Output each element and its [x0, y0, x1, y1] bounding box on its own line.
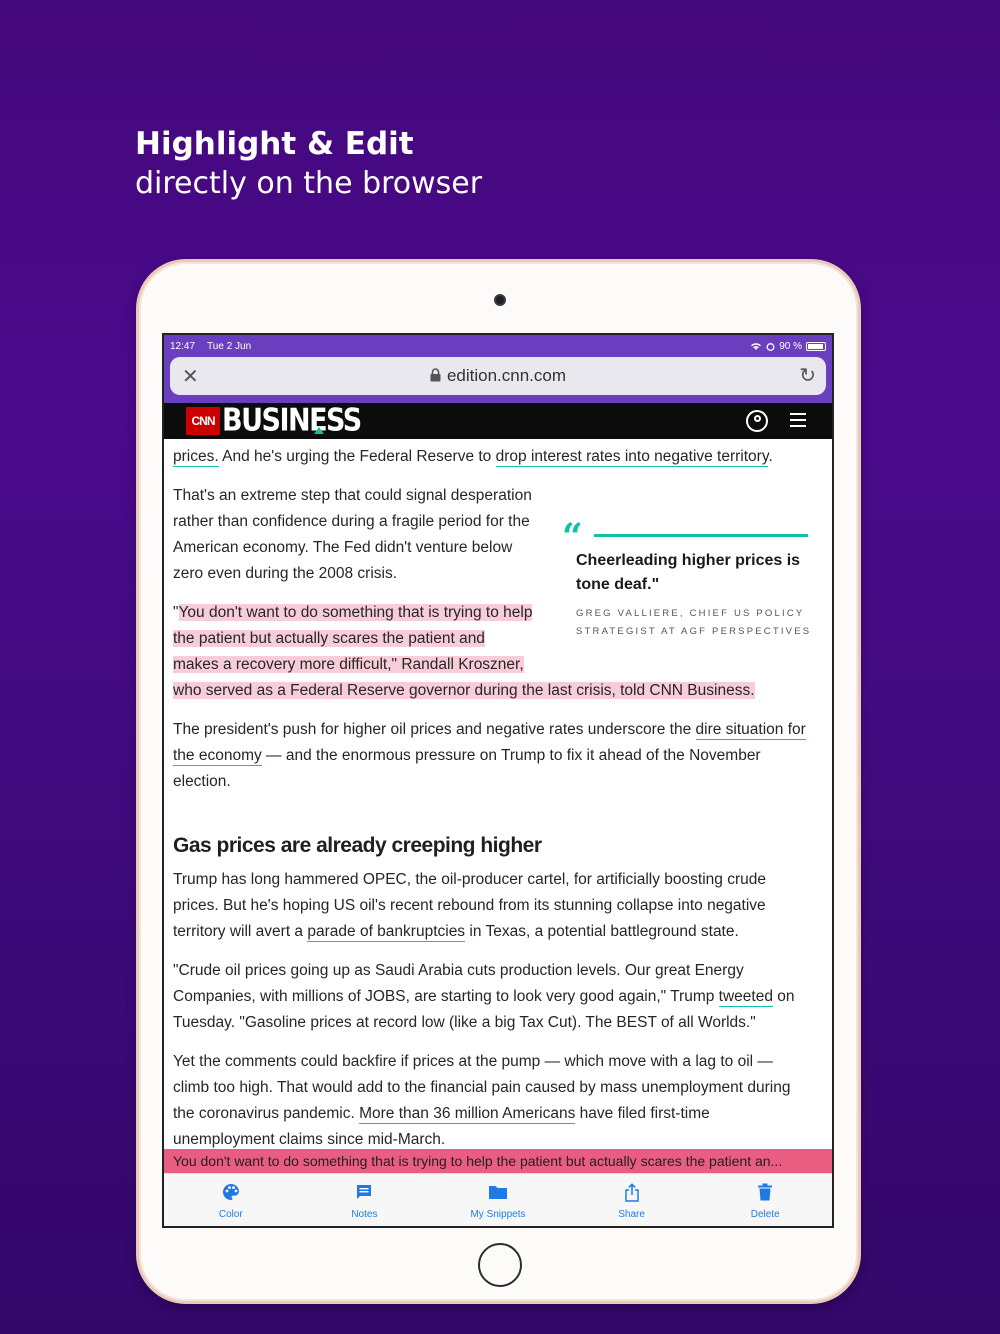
- user-icon[interactable]: [746, 410, 768, 432]
- article-link[interactable]: tweeted: [718, 988, 773, 1005]
- quote-mark-icon: “: [562, 516, 583, 558]
- paragraph-6: "Crude oil prices going up as Saudi Arabia cuts production levels. Our great Energy Companies, with millions of JOBS, are starting to look very good again," Trump tweeted on Tuesday. "Gasoline prices at record low (like a big Tax Cut). The BEST of all Worlds.": [173, 962, 795, 1031]
- article-link[interactable]: dire situation for: [695, 721, 806, 738]
- browser-chrome: [164, 357, 832, 403]
- alarm-icon: [766, 342, 775, 351]
- status-date: Tue 2 Jun: [207, 340, 252, 352]
- cnn-logo[interactable]: CNN: [186, 407, 220, 435]
- status-bar: [164, 335, 832, 357]
- article-link[interactable]: prices.: [173, 448, 219, 465]
- wifi-icon: [750, 342, 762, 351]
- bottom-toolbar: [164, 1173, 832, 1228]
- article-link[interactable]: More than 36 million Americans: [359, 1105, 576, 1122]
- share-label: Share: [618, 1209, 645, 1220]
- notes-icon: [354, 1182, 374, 1202]
- url-text: edition.cnn.com: [446, 366, 567, 385]
- paragraph-4: The president's push for higher oil prices and negative rates underscore the dire situation for the economy — and the enormous pressure on Trump to fix it ahead of the November election.: [173, 721, 806, 790]
- notes-button[interactable]: [298, 1174, 432, 1228]
- my-snippets-button[interactable]: [431, 1174, 565, 1228]
- notes-label: Notes: [351, 1209, 378, 1220]
- promo-title: Highlight & Edit: [135, 126, 414, 162]
- color-label: Color: [218, 1209, 243, 1220]
- article-body: [164, 439, 832, 1149]
- delete-button[interactable]: [698, 1174, 832, 1228]
- color-button[interactable]: [164, 1174, 298, 1228]
- paragraph-7: Yet the comments could backfire if prices at the pump — which move with a lag to oil — climb too high. That would add to the financial pain caused by mass unemployment during the coronavirus pandemic. More than 36 million Americans have filed first-time unemployment claims since mid-March.: [173, 1053, 791, 1148]
- quote-text: Cheerleading higher prices is tone deaf.": [576, 552, 801, 593]
- paragraph-5: Trump has long hammered OPEC, the oil-producer cartel, for artificially boosting crude prices. But he's hoping US oil's recent rebound from its stunning collapse into negative territory will avert a parade of bankruptcies in Texas, a potential battleground state.: [173, 871, 766, 940]
- palette-icon: [221, 1182, 241, 1202]
- paragraph-1: prices. And he's urging the Federal Reserve to drop interest rates into negative territory.: [173, 448, 773, 465]
- my-snippets-label: My Snippets: [470, 1209, 526, 1220]
- article-link[interactable]: parade of bankruptcies: [307, 923, 466, 940]
- home-button[interactable]: [478, 1243, 522, 1287]
- lock-icon: [430, 368, 441, 385]
- paragraph-2: That's an extreme step that could signal desperation rather than confidence during a fragile period for the American economy. The Fed didn't venture below zero even during the 2008 crisis.: [173, 487, 532, 582]
- device-screen: [162, 333, 834, 1228]
- folder-icon: [488, 1182, 508, 1202]
- share-button[interactable]: [565, 1174, 699, 1228]
- address-bar[interactable]: [170, 357, 826, 395]
- site-header: [164, 403, 832, 439]
- promo-subtitle: directly on the browser: [135, 166, 483, 201]
- article-link[interactable]: drop interest rates into negative territory: [495, 448, 769, 465]
- highlighted-paragraph[interactable]: "You don't want to do something that is trying to help the patient but actually scares the patient and makes a recovery more difficult," Randall Kroszner, who served as a Federal Reserve governor during the last crisis, told CNN Business.: [173, 604, 755, 699]
- quote-rule: [594, 534, 808, 537]
- section-heading: Gas prices are already creeping higher: [173, 834, 542, 857]
- battery-percent: 90 %: [779, 340, 802, 352]
- quote-attribution: GREG VALLIERE, CHIEF US POLICY STRATEGIST AT AGF PERSPECTIVES: [576, 608, 812, 637]
- selected-snippet-bar[interactable]: You don't want to do something that is trying to help the patient but actually scares the patient an...: [164, 1149, 832, 1173]
- logo-accent: [314, 427, 324, 434]
- section-title[interactable]: BUSINESS: [222, 402, 361, 439]
- status-right: [750, 341, 826, 352]
- status-time: 12:47: [170, 340, 196, 352]
- trash-icon: [755, 1182, 775, 1202]
- delete-label: Delete: [750, 1209, 780, 1220]
- battery-icon: [806, 342, 826, 351]
- close-icon[interactable]: ✕: [182, 366, 199, 388]
- hamburger-menu-icon[interactable]: [790, 413, 806, 427]
- camera-dot: [494, 294, 506, 306]
- article-link[interactable]: the economy: [173, 747, 262, 764]
- share-icon: [622, 1182, 642, 1202]
- reload-icon[interactable]: ↻: [799, 365, 816, 387]
